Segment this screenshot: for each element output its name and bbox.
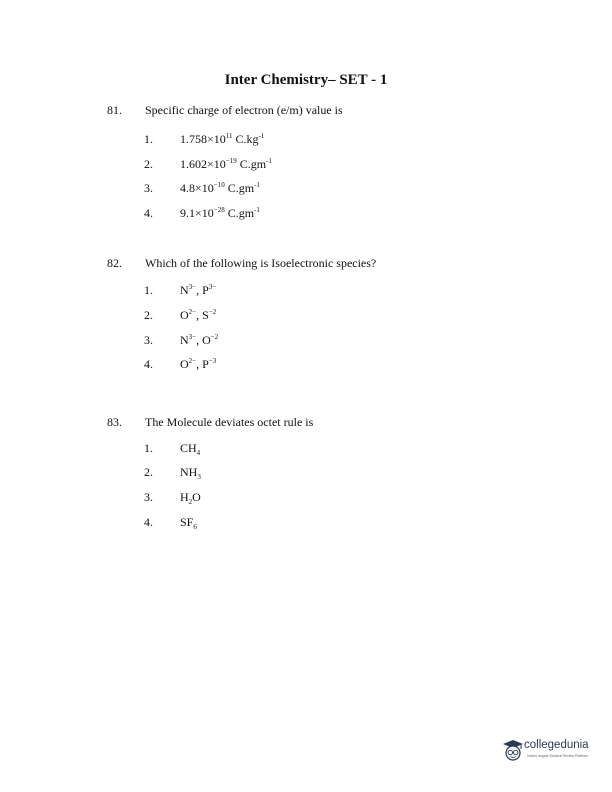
option-number: 3. <box>144 181 153 195</box>
option-number: 4. <box>144 206 153 220</box>
logo-wordmark: collegedunia <box>524 739 589 751</box>
option-text: $1.758\times 10^{11}$ $C.kg^{-1}$ <box>180 132 265 146</box>
option-text: $4.8\times 10^{-10}$ $C.gm^{-1}$ <box>180 181 260 195</box>
question-text: Specific charge of electron (e/m) value is <box>145 103 343 117</box>
option-text: $O^{2-}$, $P^{-3}$ <box>180 357 217 371</box>
option-number: 2. <box>144 157 153 171</box>
option-82-4[interactable] <box>0 357 612 375</box>
collegedunia-logo <box>502 739 602 765</box>
option-text: $9.1\times 10^{-28}$ $C.gm^{-1}$ <box>180 206 260 220</box>
logo-tagline: India's largest Student Review Platform <box>527 754 588 758</box>
question-text: The Molecule deviates octet rule is <box>145 415 314 429</box>
question-number: 81. <box>107 103 122 117</box>
option-text: $1.602\times 10^{-19}$ $C.gm^{-1}$ <box>180 157 272 171</box>
option-number: 1. <box>144 441 153 455</box>
option-83-2[interactable] <box>0 465 612 483</box>
question-number: 82. <box>107 256 122 270</box>
option-text: $H_2O$ <box>180 490 201 506</box>
option-82-3[interactable] <box>0 333 612 351</box>
question-text: Which of the following is Isoelectronic species? <box>145 256 377 270</box>
option-81-1[interactable] <box>0 132 612 150</box>
option-text: $CH_4$ <box>180 441 201 457</box>
option-number: 4. <box>144 357 153 371</box>
option-text: $O^{2-}$, $S^{-2}$ <box>180 308 217 322</box>
option-81-3[interactable] <box>0 181 612 199</box>
option-83-1[interactable] <box>0 441 612 459</box>
option-number: 1. <box>144 283 153 297</box>
page-title: Inter Chemistry– SET - 1 <box>224 72 388 88</box>
option-82-1[interactable] <box>0 283 612 301</box>
option-81-4[interactable] <box>0 206 612 224</box>
option-text: $SF_6$ <box>180 515 197 531</box>
option-number: 2. <box>144 308 153 322</box>
option-text: $N^{3-}$, $P^{3-}$ <box>180 283 217 297</box>
option-number: 2. <box>144 465 153 479</box>
option-81-2[interactable] <box>0 157 612 175</box>
option-number: 1. <box>144 132 153 146</box>
option-83-4[interactable] <box>0 515 612 533</box>
option-82-2[interactable] <box>0 308 612 326</box>
question-number: 83. <box>107 415 122 429</box>
option-number: 4. <box>144 515 153 529</box>
option-text: $NH_3$ <box>180 465 201 481</box>
graduate-mascot-icon <box>502 739 524 763</box>
option-83-3[interactable] <box>0 490 612 508</box>
option-number: 3. <box>144 490 153 504</box>
option-text: $N^{3-}$, $O^{-2}$ <box>180 333 219 347</box>
option-number: 3. <box>144 333 153 347</box>
